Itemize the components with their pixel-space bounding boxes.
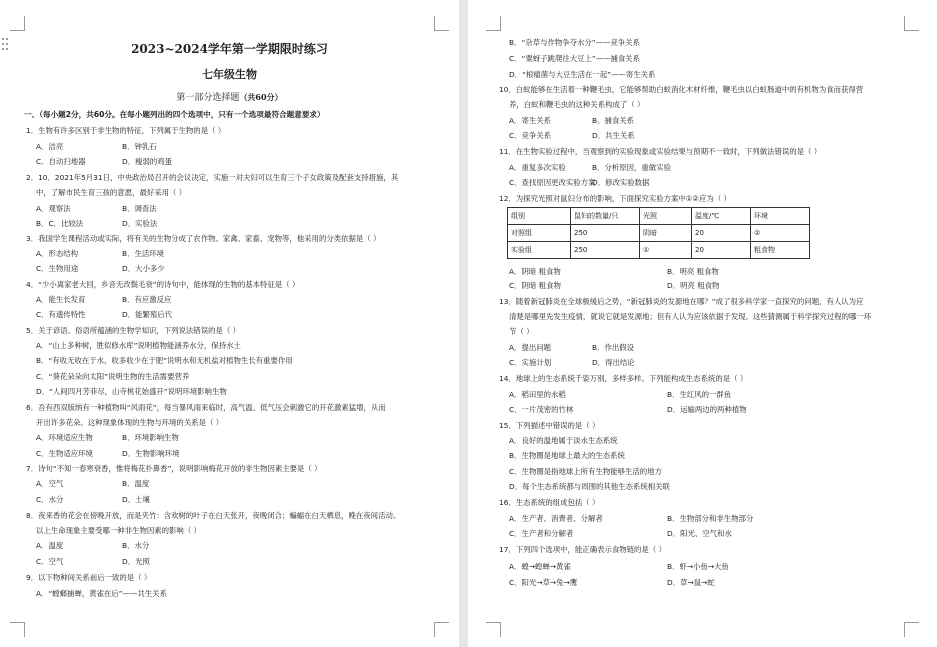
question-line: A．稻田里的水稻	[509, 390, 566, 399]
question-line: C．竞争关系	[509, 131, 552, 140]
question-line: C．水分	[36, 495, 64, 504]
question-line: C．自动扫地器	[36, 157, 86, 166]
question-line: D．共生关系	[592, 131, 635, 140]
question-line: A．洁亮	[36, 142, 64, 151]
question-line: 4．“少小离家老大回，乡音无改鬓毛衰”的诗句中，能体现的生物的基本特征是（ ）	[26, 280, 300, 289]
question-line: B．“有收无收在于水，收多收少在于肥”说明水和无机盐对植物生长有重要作用	[36, 356, 293, 365]
question-line: B．调查法	[122, 204, 157, 213]
table-header-cell: 光照	[640, 208, 692, 225]
question-line: D．“根瘤菌与大豆生活在一起”——寄生关系	[509, 70, 656, 79]
question-line: D．阳光、空气和水	[667, 529, 732, 538]
question-line: C．阳光→草→兔→鹰	[509, 578, 578, 587]
table-cell: 粗食物	[751, 242, 810, 259]
question-line: C．生物适应环境	[36, 449, 93, 458]
question-line: A．观察法	[36, 204, 71, 213]
question-line: A．良好的温地属于淡水生态系统	[509, 436, 618, 445]
question-line: C．空气	[36, 557, 64, 566]
question-line: D．修改实验数据	[592, 178, 650, 187]
crop-mark	[904, 622, 919, 637]
question-line: B．虾→小鱼→大鱼	[667, 562, 729, 571]
table-cell: 阴暗	[640, 225, 692, 242]
question-line: C．“葵花朵朵向太阳”说明生物的生活需要营养	[36, 372, 190, 381]
exam-subtitle: 七年级生物	[202, 68, 257, 81]
question-line: 5．关于谚语、俗语所蕴涵的生物学知识，下列说法错误的是（ ）	[26, 326, 240, 335]
crop-mark	[434, 16, 449, 31]
question-line: A．重复多次实验	[509, 163, 566, 172]
crop-mark	[10, 622, 25, 637]
table-cell: 实验组	[508, 242, 571, 259]
question-line: 9．以下物种间关系前后一致的是（ ）	[26, 573, 152, 582]
question-line: C．生物圈是指地球上所有生物能够生活的地方	[509, 467, 662, 476]
question-line: A．提出问题	[509, 343, 552, 352]
crop-mark	[486, 16, 501, 31]
crop-mark	[10, 16, 25, 31]
question-line: B．C．比较法	[36, 219, 84, 228]
question-line: 养，白蚁和鞭毛虫的这种关系构成了（ ）	[509, 100, 645, 109]
question-line: D．“人间四月芳菲尽，山寺桃花始盛开”说明环境影响生物	[36, 387, 227, 396]
question-line: D．能繁殖后代	[122, 310, 173, 319]
crop-mark	[486, 622, 501, 637]
question-line: 16．生态系统的组成包括（ ）	[499, 498, 600, 507]
answer-option: A．阴暗 粗食物	[509, 267, 561, 276]
table-cell: 20	[692, 242, 751, 259]
question-line: D．得出结论	[592, 358, 635, 367]
question-line: A．形态结构	[36, 249, 79, 258]
question-line: 13．随着新冠肺炎在全球极缓后之势，“新冠肺炎的发源地在哪？”成了很多科学家一直探究的问题，有人认为应	[499, 297, 864, 306]
question-line: 8．夜来香的花会在傍晚开放，而是夹竹：含欢树的叶子在白天张开，夜晚闭合；蝙蝠在白天栖息，晚在夜间活动。	[26, 511, 401, 520]
crop-mark	[904, 16, 919, 31]
question-line: 11．在生物实验过程中，当观察到的实验现象或实验结果与预期不一致时，下列做法错误的是（ ）	[499, 147, 822, 156]
experiment-table	[507, 207, 810, 259]
question-line: B．生红风的一群鱼	[667, 390, 732, 399]
document-page-right	[468, 0, 937, 647]
question-line: A．能生长发育	[36, 295, 86, 304]
question-line: D．实验法	[122, 219, 158, 228]
question-line: A．空气	[36, 479, 64, 488]
question-line: B．作出假设	[592, 343, 635, 352]
question-line: A．蝗→蝗蝉→黄雀	[509, 562, 571, 571]
exam-title: 2023~2024学年第一学期限时练习	[131, 42, 328, 56]
question-line: C．实施计划	[509, 358, 552, 367]
table-cell: 对照组	[508, 225, 571, 242]
question-line: A．生产者、消费者、分解者	[509, 514, 603, 523]
document-page-left	[0, 0, 459, 647]
table-cell: ①	[640, 242, 692, 259]
question-line: A．温度	[36, 541, 64, 550]
question-line: C．生物用途	[36, 264, 79, 273]
question-line: D．运输两边的两种植物	[667, 405, 747, 414]
table-header-row	[508, 208, 810, 225]
question-line: C．生产者和分解者	[509, 529, 574, 538]
question-line: B．水分	[122, 541, 150, 550]
table-header-cell: 温度/℃	[692, 208, 751, 225]
question-line: C．“粟蚜子跳爬往大豆上”——捕食关系	[509, 54, 641, 63]
question-line: C．一片茂密的竹林	[509, 405, 574, 414]
question-line: B．生物圈是地球上最大的生态系统	[509, 451, 625, 460]
question-line: 2．10．2021年5月31日，中央政治局召开的会议决定，实施一对夫妇可以生育三个子女政策及配套支持措施，其	[26, 173, 399, 182]
question-line: 开出许多花朵。这种现象体现的生物与环境的关系是（ ）	[36, 418, 224, 427]
question-line: 1．生物有许多区别于非生物的特征，下列属于生物的是（ ）	[26, 126, 226, 135]
question-line: 中，了解市民生育三孩的意愿，最好采用（ ）	[36, 188, 187, 197]
question-line: B．有应激反应	[122, 295, 172, 304]
question-line: 6．吾有西双版纳有一种植物叫“风雨花”，每当暴风雨来临时，高气温、低气压会刺激它的开花激素猛增，从而	[26, 403, 386, 412]
table-row	[508, 242, 810, 259]
question-line: A．“山上多种树，胜似修水库”说明植物能涵养水分，保持水土	[36, 341, 241, 350]
crop-mark	[434, 622, 449, 637]
answer-option: B．明亮 粗食物	[667, 267, 719, 276]
part-heading: 第一部分选择题（共60分）	[176, 92, 283, 103]
question-line: B．温度	[122, 479, 150, 488]
question-line: 12．为探究光照对鼠妇分布的影响，下面探究实验方案中①②应为（ ）	[499, 194, 731, 203]
question-line: D．光照	[122, 557, 150, 566]
section-instruction: 一、（每小题2分，共60分。在每小题列出的四个选项中，只有一个选项最符合题意要求）	[24, 110, 325, 119]
table-cell: 250	[571, 225, 640, 242]
question-line: D．草→鼠→蛇	[667, 578, 715, 587]
question-line: A．寄生关系	[509, 116, 552, 125]
question-line: 3．我国学生课程活动或实际，将有关的生物分成了农作物、家禽、家畜、宠物等，他采用的分类依据是（ ）	[26, 234, 381, 243]
question-line: D．每个生态系统都与周围的其他生态系统相关联	[509, 482, 670, 491]
question-line: D．瘦弱的鸡蛋	[122, 157, 173, 166]
question-line: D．土壤	[122, 495, 150, 504]
question-line: 10．白蚁能够在生活着一种鞭毛虫，它能够帮助白蚁消化木材纤维，鞭毛虫以白蚁肠道中的有机物为食而获得营	[499, 85, 864, 94]
question-line: B．生活环境	[122, 249, 165, 258]
answer-option: D．明亮 粗食物	[667, 281, 720, 290]
question-line: D．生物影响环境	[122, 449, 180, 458]
question-line: 节（ ）	[509, 327, 534, 336]
table-header-cell: 环境	[751, 208, 810, 225]
question-line: A．环境适应生物	[36, 433, 93, 442]
question-line: 清楚是哪里先发生疫情，就说它就是发源地；但有人认为应该依据于发现。这些猜测属于科学探究过程的哪一环	[509, 312, 872, 321]
question-line: A．“螳螂捕蝉，黄雀在后”——共生关系	[36, 589, 167, 598]
question-line: 15．下列描述中错误的是（ ）	[499, 421, 600, 430]
answer-option: C．阴暗 粗食物	[509, 281, 561, 290]
question-line: 14．地球上的生态系统千姿万别，多样多样。下列能构成生态系统的是（ ）	[499, 374, 748, 383]
table-header-cell: 鼠妇的数量/只	[571, 208, 640, 225]
table-row	[508, 225, 810, 242]
question-line: B．生物部分和非生物部分	[667, 514, 754, 523]
question-line: B．环境影响生物	[122, 433, 179, 442]
table-header-cell: 组别	[508, 208, 571, 225]
question-line: 7．诗句“不知一春寒衰香，惟将梅花扑鼻香”，说明影响梅花开放的非生物因素主要是（ ）	[26, 464, 322, 473]
table-cell: 20	[692, 225, 751, 242]
question-line: 以上生命现象主要受哪一种非生物因素的影响（ ）	[36, 526, 201, 535]
question-line: D．大小多少	[122, 264, 165, 273]
question-line: B．分析原因，重做实验	[592, 163, 671, 172]
question-line: B．“杂草与作物争夺水分”——竞争关系	[509, 38, 640, 47]
table-cell: 250	[571, 242, 640, 259]
question-line: B．钟乳石	[122, 142, 157, 151]
question-line: B．捕食关系	[592, 116, 635, 125]
question-line: C．有遗传特性	[36, 310, 86, 319]
question-line: C．查找原因更改实验方案	[509, 178, 596, 187]
table-cell: ②	[751, 225, 810, 242]
question-line: 17．下列四个选项中，能正确表示食物链的是（ ）	[499, 545, 666, 554]
